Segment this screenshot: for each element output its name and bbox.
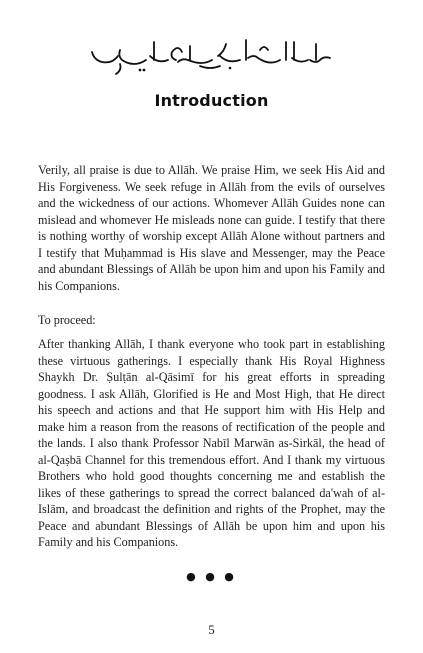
basmala-calligraphy [80, 30, 343, 80]
page-number: 5 [208, 622, 215, 637]
paragraph-thanks: After thanking Allāh, I thank everyone who took part in establishing these virtuous gatherings. I especially thank His Royal Highness Shaykh Dr. Ṣulṭān al-Qāsimī for his great efforts in spreading goodness. I ask Allāh, Glorified is He and Most High, that He direct his speech and actions and that He support him with His Help and make him a reason from the reasons of rectification of the people and the lands. I also thank Professor Nabīl Marwān as-Sirkāl, the head of al-Qaṣbā Channel for this tremendous effort. And I thank my virtuous Brothers who hold good thoughts concerning me and establish the likes of these gatherings to spread the correct balanced da'wah of al-Islām, and broadcast the definition and rights of the Prophet, may the Peace and abundant Blessings of Allāh be upon him and upon his Family and his Companions. [38, 337, 385, 549]
paragraph-opening-praise: Verily, all praise is due to Allāh. We praise Him, we seek His Aid and His Forgiveness. We seek refuge in Allāh from the evils of ourselves and the wickedness of our actions. Whomever Allāh Guides none can mislead and whomever He misleads none can guide. I testify that there is nothing worthy of worship except Allāh Alone without partners and I testify that Muḥammad is His slave and Messenger, may the Peace and abundant Blessings of Allāh be upon him and upon his Family and his Companions. [38, 163, 385, 293]
section-separator: ● ● ● [186, 570, 237, 583]
chapter-title: Introduction [154, 91, 269, 110]
paragraph-to-proceed: To proceed: [38, 313, 96, 327]
